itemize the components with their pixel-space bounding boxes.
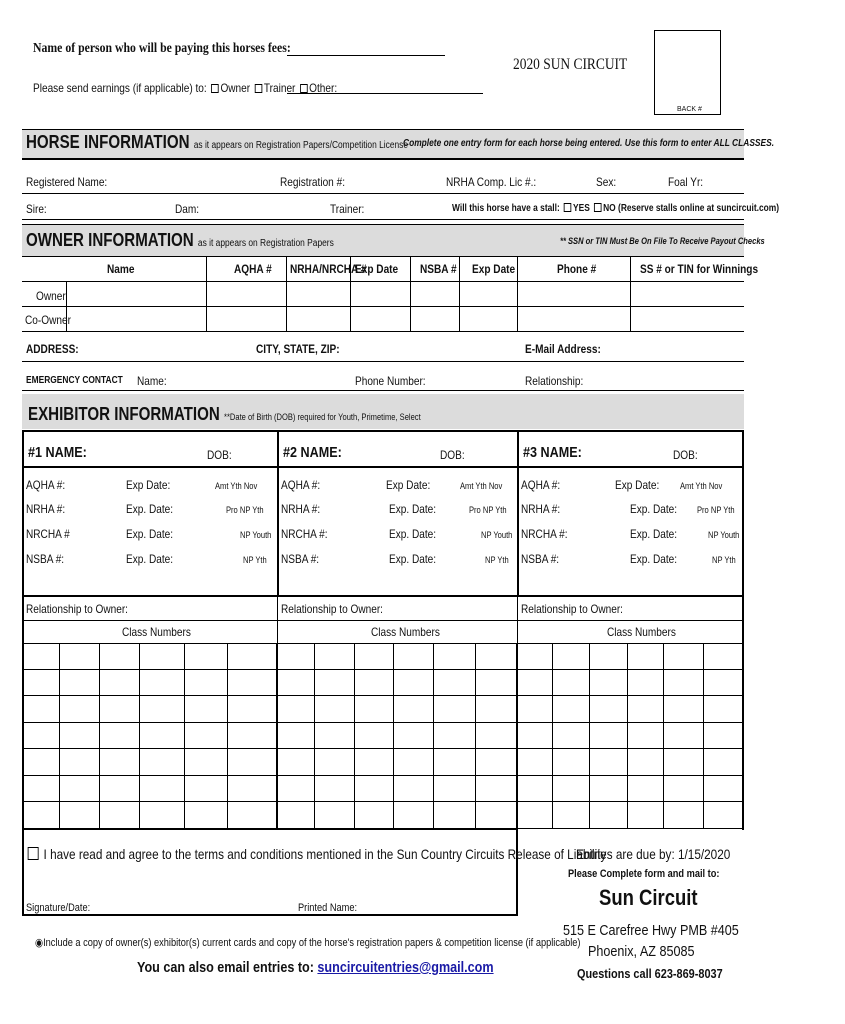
- class-number-cell[interactable]: [22, 670, 60, 697]
- class-number-cell[interactable]: [185, 670, 228, 697]
- ex3-nsba-divisions: NP Yth: [712, 555, 736, 565]
- ex1-class-numbers-label: Class Numbers: [122, 625, 191, 639]
- back-number-label: BACK #: [677, 106, 702, 113]
- signature-label: Signature/Date:: [26, 902, 91, 914]
- owner-col-nsba: NSBA #: [420, 262, 457, 276]
- class-number-cell[interactable]: [628, 749, 664, 776]
- address-line-1: 515 E Carefree Hwy PMB #405: [563, 922, 739, 939]
- class-number-cell[interactable]: [517, 723, 553, 750]
- class-number-cell[interactable]: [590, 776, 628, 803]
- class-number-cell[interactable]: [394, 802, 434, 829]
- registered-name-label: Registered Name:: [26, 175, 108, 189]
- class-number-cell[interactable]: [664, 696, 704, 723]
- event-title: 2020 SUN CIRCUIT: [513, 56, 628, 73]
- class-number-cell[interactable]: [704, 643, 744, 670]
- agree-checkbox[interactable]: [28, 847, 39, 860]
- class-number-cell[interactable]: [434, 749, 476, 776]
- class-number-cell[interactable]: [277, 670, 315, 697]
- class-number-cell[interactable]: [315, 749, 355, 776]
- ex2-nsba-label: NSBA #:: [281, 552, 320, 566]
- class-number-cell[interactable]: [590, 802, 628, 829]
- class-number-cell[interactable]: [228, 749, 277, 776]
- class-number-cell[interactable]: [553, 776, 590, 803]
- ex3-aqha-exp: Exp Date:: [615, 478, 660, 492]
- owner-row-label: Owner: [36, 289, 66, 303]
- class-number-cell[interactable]: [185, 776, 228, 803]
- questions-phone: Questions call 623-869-8037: [577, 966, 723, 981]
- ex1-aqha-divisions: Amt Yth Nov: [215, 481, 258, 491]
- class-number-cell[interactable]: [100, 776, 140, 803]
- payer-name-field[interactable]: [287, 41, 445, 56]
- class-number-cell[interactable]: [140, 643, 185, 670]
- class-number-cell[interactable]: [315, 643, 355, 670]
- class-number-cell[interactable]: [277, 643, 315, 670]
- class-number-cell[interactable]: [664, 643, 704, 670]
- ex1-nrha-divisions: Pro NP Yth: [226, 505, 264, 515]
- class-number-cell[interactable]: [664, 670, 704, 697]
- ex1-nsba-exp: Exp. Date:: [126, 552, 174, 566]
- email-line: You can also email entries to: suncircuitentries@gmail.com: [137, 959, 494, 976]
- class-number-cell[interactable]: [315, 696, 355, 723]
- class-number-cell[interactable]: [315, 802, 355, 829]
- class-number-cell[interactable]: [228, 802, 277, 829]
- ex2-nrcha-label: NRCHA #:: [281, 527, 328, 541]
- ex1-nrcha-label: NRCHA #: [26, 527, 70, 541]
- registration-num-label: Registration #:: [280, 175, 345, 189]
- payer-label: Name of person who will be paying this horses fees:: [33, 41, 291, 56]
- class-number-cell[interactable]: [476, 749, 517, 776]
- class-number-cell[interactable]: [704, 696, 744, 723]
- exhibitor-1-dob-label: DOB:: [207, 448, 232, 462]
- class-number-cell[interactable]: [434, 696, 476, 723]
- class-number-cell[interactable]: [315, 670, 355, 697]
- emergency-phone-label: Phone Number:: [355, 374, 426, 388]
- exhibitor-3-dob-label: DOB:: [673, 448, 698, 462]
- horse-info-note: as it appears on Registration Papers/Competition License: [193, 140, 409, 151]
- co-owner-row-label: Co-Owner: [25, 313, 71, 327]
- emergency-relationship-label: Relationship:: [525, 374, 584, 388]
- ex1-nrcha-divisions: NP Youth: [240, 530, 272, 540]
- address-line-2: Phoenix, AZ 85085: [588, 943, 695, 960]
- class-number-cell[interactable]: [553, 643, 590, 670]
- class-number-cell[interactable]: [476, 696, 517, 723]
- trainer-label: Trainer:: [330, 202, 365, 216]
- back-number-box[interactable]: [654, 30, 721, 115]
- trainer-checkbox[interactable]: [255, 84, 263, 93]
- class-number-cell[interactable]: [277, 776, 315, 803]
- class-number-cell[interactable]: [228, 670, 277, 697]
- class-number-cell[interactable]: [476, 723, 517, 750]
- ex2-nrha-exp: Exp. Date:: [389, 502, 437, 516]
- class-number-cell[interactable]: [22, 776, 60, 803]
- printed-name-label: Printed Name:: [298, 902, 358, 914]
- class-number-cell[interactable]: [228, 643, 277, 670]
- class-number-cell[interactable]: [277, 723, 315, 750]
- ex1-nsba-divisions: NP Yth: [243, 555, 267, 565]
- stall-no-checkbox[interactable]: [594, 203, 602, 212]
- ex1-aqha-label: AQHA #:: [26, 478, 66, 492]
- class-number-cell[interactable]: [704, 749, 744, 776]
- ex2-class-numbers-label: Class Numbers: [371, 625, 440, 639]
- class-number-cell[interactable]: [140, 802, 185, 829]
- class-number-cell[interactable]: [664, 776, 704, 803]
- class-number-cell[interactable]: [476, 802, 517, 829]
- ex1-nrha-exp: Exp. Date:: [126, 502, 174, 516]
- class-number-cell[interactable]: [22, 643, 60, 670]
- owner-col-ssn: SS # or TIN for Winnings: [640, 262, 759, 276]
- class-number-cell[interactable]: [434, 723, 476, 750]
- agreement-text: I have read and agree to the terms and conditions mentioned in the Sun Country Circuits Release of Liability: [26, 846, 717, 862]
- class-number-cell[interactable]: [60, 696, 100, 723]
- class-number-cell[interactable]: [185, 723, 228, 750]
- class-number-cell[interactable]: [140, 670, 185, 697]
- class-number-cell[interactable]: [315, 776, 355, 803]
- email-label: E-Mail Address:: [525, 342, 601, 356]
- dam-label: Dam:: [175, 202, 200, 216]
- class-number-cell[interactable]: [664, 749, 704, 776]
- class-number-cell[interactable]: [590, 643, 628, 670]
- ex2-nsba-exp: Exp. Date:: [389, 552, 437, 566]
- exhibitor-3-name-label: #3 NAME:: [523, 444, 582, 461]
- class-number-cell[interactable]: [553, 802, 590, 829]
- exhibitor-2-name-label: #2 NAME:: [283, 444, 342, 461]
- ex2-aqha-label: AQHA #:: [281, 478, 321, 492]
- owner-col-exp1: Exp Date: [355, 262, 399, 276]
- class-number-cell[interactable]: [664, 723, 704, 750]
- class-number-cell[interactable]: [628, 643, 664, 670]
- due-date: Entries are due by: 1/15/2020: [576, 846, 731, 862]
- class-number-cell[interactable]: [434, 802, 476, 829]
- ex1-relationship-label: Relationship to Owner:: [26, 602, 128, 616]
- class-number-cell[interactable]: [553, 723, 590, 750]
- class-number-cell[interactable]: [355, 670, 394, 697]
- emergency-name-label: Name:: [137, 374, 167, 388]
- class-number-cell[interactable]: [394, 670, 434, 697]
- class-number-cell[interactable]: [100, 696, 140, 723]
- class-number-cell[interactable]: [355, 723, 394, 750]
- class-number-cell[interactable]: [517, 776, 553, 803]
- class-number-cell[interactable]: [434, 643, 476, 670]
- class-number-cell[interactable]: [60, 802, 100, 829]
- class-number-cell[interactable]: [476, 670, 517, 697]
- class-number-cell[interactable]: [60, 643, 100, 670]
- ex2-relationship-label: Relationship to Owner:: [281, 602, 383, 616]
- nrha-comp-label: NRHA Comp. Lic #.:: [446, 175, 537, 189]
- class-number-cell[interactable]: [553, 670, 590, 697]
- class-number-cell[interactable]: [517, 696, 553, 723]
- class-number-cell[interactable]: [140, 723, 185, 750]
- class-number-cell[interactable]: [476, 776, 517, 803]
- class-number-cell[interactable]: [100, 723, 140, 750]
- class-number-cell[interactable]: [140, 749, 185, 776]
- ex3-aqha-label: AQHA #:: [521, 478, 561, 492]
- class-number-cell[interactable]: [590, 723, 628, 750]
- other-recipient-field[interactable]: [287, 80, 483, 94]
- class-number-cell[interactable]: [185, 749, 228, 776]
- class-number-cell[interactable]: [394, 723, 434, 750]
- class-number-cell[interactable]: [355, 696, 394, 723]
- class-number-cell[interactable]: [22, 696, 60, 723]
- owner-col-aqha: AQHA #: [234, 262, 272, 276]
- ex3-nrha-label: NRHA #:: [521, 502, 561, 516]
- ex3-nsba-exp: Exp. Date:: [630, 552, 678, 566]
- class-number-cell[interactable]: [704, 670, 744, 697]
- ex3-nsba-label: NSBA #:: [521, 552, 560, 566]
- class-number-cell[interactable]: [355, 643, 394, 670]
- ex3-nrha-divisions: Pro NP Yth: [697, 505, 735, 515]
- city-state-zip-label: CITY, STATE, ZIP:: [256, 342, 340, 356]
- email-link[interactable]: suncircuitentries@gmail.com: [317, 959, 494, 976]
- class-number-cell[interactable]: [277, 749, 315, 776]
- ex1-nrcha-exp: Exp. Date:: [126, 527, 174, 541]
- owner-col-phone: Phone #: [557, 262, 597, 276]
- horse-info-heading: HORSE INFORMATION as it appears on Registration Papers/Competition License: [26, 132, 409, 152]
- class-number-cell[interactable]: [277, 696, 315, 723]
- class-number-cell[interactable]: [100, 670, 140, 697]
- class-number-cell[interactable]: [228, 776, 277, 803]
- owner-col-nrha: NRHA/NRCHA #: [290, 262, 367, 276]
- owner-col-exp2: Exp Date: [472, 262, 516, 276]
- class-number-cell[interactable]: [22, 749, 60, 776]
- class-number-cell[interactable]: [434, 776, 476, 803]
- foal-yr-label: Foal Yr:: [668, 175, 704, 189]
- ex3-nrha-exp: Exp. Date:: [630, 502, 678, 516]
- sire-label: Sire:: [26, 202, 47, 216]
- class-number-cell[interactable]: [394, 776, 434, 803]
- stall-question: Will this horse have a stall: YES NO (Reserve stalls online at suncircuit.com): [452, 203, 780, 214]
- class-number-cell[interactable]: [628, 776, 664, 803]
- class-number-cell[interactable]: [476, 643, 517, 670]
- exhibitor-1-name-label: #1 NAME:: [28, 444, 87, 461]
- ex2-nrha-label: NRHA #:: [281, 502, 321, 516]
- class-number-cell[interactable]: [228, 723, 277, 750]
- class-number-cell[interactable]: [100, 802, 140, 829]
- class-number-cell[interactable]: [664, 802, 704, 829]
- owner-info-heading: OWNER INFORMATION as it appears on Registration Papers: [26, 230, 334, 250]
- class-number-cell[interactable]: [590, 696, 628, 723]
- class-number-cell[interactable]: [517, 749, 553, 776]
- class-number-cell[interactable]: [60, 776, 100, 803]
- class-number-cell[interactable]: [394, 643, 434, 670]
- horse-instructions: Complete one entry form for each horse being entered. Use this form to enter ALL CLASSES.: [403, 138, 775, 149]
- owner-checkbox[interactable]: [211, 84, 219, 93]
- emergency-contact-label: EMERGENCY CONTACT: [26, 375, 123, 386]
- ex1-aqha-exp: Exp Date:: [126, 478, 171, 492]
- ex3-nrcha-divisions: NP Youth: [708, 530, 740, 540]
- class-number-cell[interactable]: [355, 802, 394, 829]
- class-number-cell[interactable]: [355, 776, 394, 803]
- class-number-cell[interactable]: [22, 802, 60, 829]
- ex2-aqha-divisions: Amt Yth Nov: [460, 481, 503, 491]
- ex2-aqha-exp: Exp Date:: [386, 478, 431, 492]
- class-number-cell[interactable]: [60, 670, 100, 697]
- class-number-cell[interactable]: [228, 696, 277, 723]
- class-number-cell[interactable]: [140, 696, 185, 723]
- class-number-cell[interactable]: [394, 749, 434, 776]
- org-name: Sun Circuit: [599, 885, 698, 910]
- class-number-cell[interactable]: [628, 723, 664, 750]
- class-number-cell[interactable]: [704, 723, 744, 750]
- ex2-nrcha-divisions: NP Youth: [481, 530, 513, 540]
- exhibitor-2-dob-label: DOB:: [440, 448, 465, 462]
- class-number-cell[interactable]: [628, 802, 664, 829]
- earnings-line: Please send earnings (if applicable) to: Owner Trainer Other:: [33, 81, 338, 95]
- class-number-cell[interactable]: [185, 696, 228, 723]
- ex1-nrha-label: NRHA #:: [26, 502, 66, 516]
- class-number-cell[interactable]: [185, 802, 228, 829]
- include-note: ◉Include a copy of owner(s) exhibitor(s) current cards and copy of the horse's registration papers & competition license (if applicable): [35, 937, 581, 949]
- ex3-nrcha-exp: Exp. Date:: [630, 527, 678, 541]
- sex-label: Sex:: [596, 175, 617, 189]
- class-number-cell[interactable]: [517, 670, 553, 697]
- class-number-cell[interactable]: [100, 749, 140, 776]
- class-number-cell[interactable]: [22, 723, 60, 750]
- ex3-relationship-label: Relationship to Owner:: [521, 602, 623, 616]
- class-number-cell[interactable]: [553, 749, 590, 776]
- class-number-cell[interactable]: [704, 802, 744, 829]
- mail-note: Please Complete form and mail to:: [568, 868, 720, 880]
- class-number-cell[interactable]: [628, 670, 664, 697]
- ex3-nrcha-label: NRCHA #:: [521, 527, 568, 541]
- class-number-cell[interactable]: [590, 670, 628, 697]
- address-label: ADDRESS:: [26, 342, 79, 356]
- ex2-nsba-divisions: NP Yth: [485, 555, 509, 565]
- ex2-nrcha-exp: Exp. Date:: [389, 527, 437, 541]
- owner-col-name: Name: [107, 262, 135, 276]
- class-number-cell[interactable]: [434, 670, 476, 697]
- class-number-cell[interactable]: [100, 643, 140, 670]
- class-number-cell[interactable]: [355, 749, 394, 776]
- class-number-cell[interactable]: [517, 802, 553, 829]
- class-number-cell[interactable]: [553, 696, 590, 723]
- class-number-cell[interactable]: [394, 696, 434, 723]
- class-number-cell[interactable]: [277, 802, 315, 829]
- class-number-cell[interactable]: [628, 696, 664, 723]
- ex2-nrha-divisions: Pro NP Yth: [469, 505, 507, 515]
- exhibitor-info-heading: EXHIBITOR INFORMATION **Date of Birth (DOB) required for Youth, Primetime, Select: [28, 404, 421, 424]
- ssn-note: ** SSN or TIN Must Be On File To Receive Payout Checks: [560, 236, 765, 246]
- exhibitor-info-note: **Date of Birth (DOB) required for Youth, Primetime, Select: [224, 412, 421, 422]
- class-number-cell[interactable]: [704, 776, 744, 803]
- owner-info-note: as it appears on Registration Papers: [197, 238, 334, 249]
- class-number-cell[interactable]: [517, 643, 553, 670]
- class-number-cell[interactable]: [140, 776, 185, 803]
- class-number-cell[interactable]: [590, 749, 628, 776]
- ex1-nsba-label: NSBA #:: [26, 552, 65, 566]
- bullet-icon: ◉: [35, 937, 44, 949]
- class-number-cell[interactable]: [315, 723, 355, 750]
- class-number-cell[interactable]: [60, 723, 100, 750]
- ex3-aqha-divisions: Amt Yth Nov: [680, 481, 723, 491]
- class-number-cell[interactable]: [60, 749, 100, 776]
- ex3-class-numbers-label: Class Numbers: [607, 625, 676, 639]
- class-number-cell[interactable]: [185, 643, 228, 670]
- stall-yes-checkbox[interactable]: [564, 203, 572, 212]
